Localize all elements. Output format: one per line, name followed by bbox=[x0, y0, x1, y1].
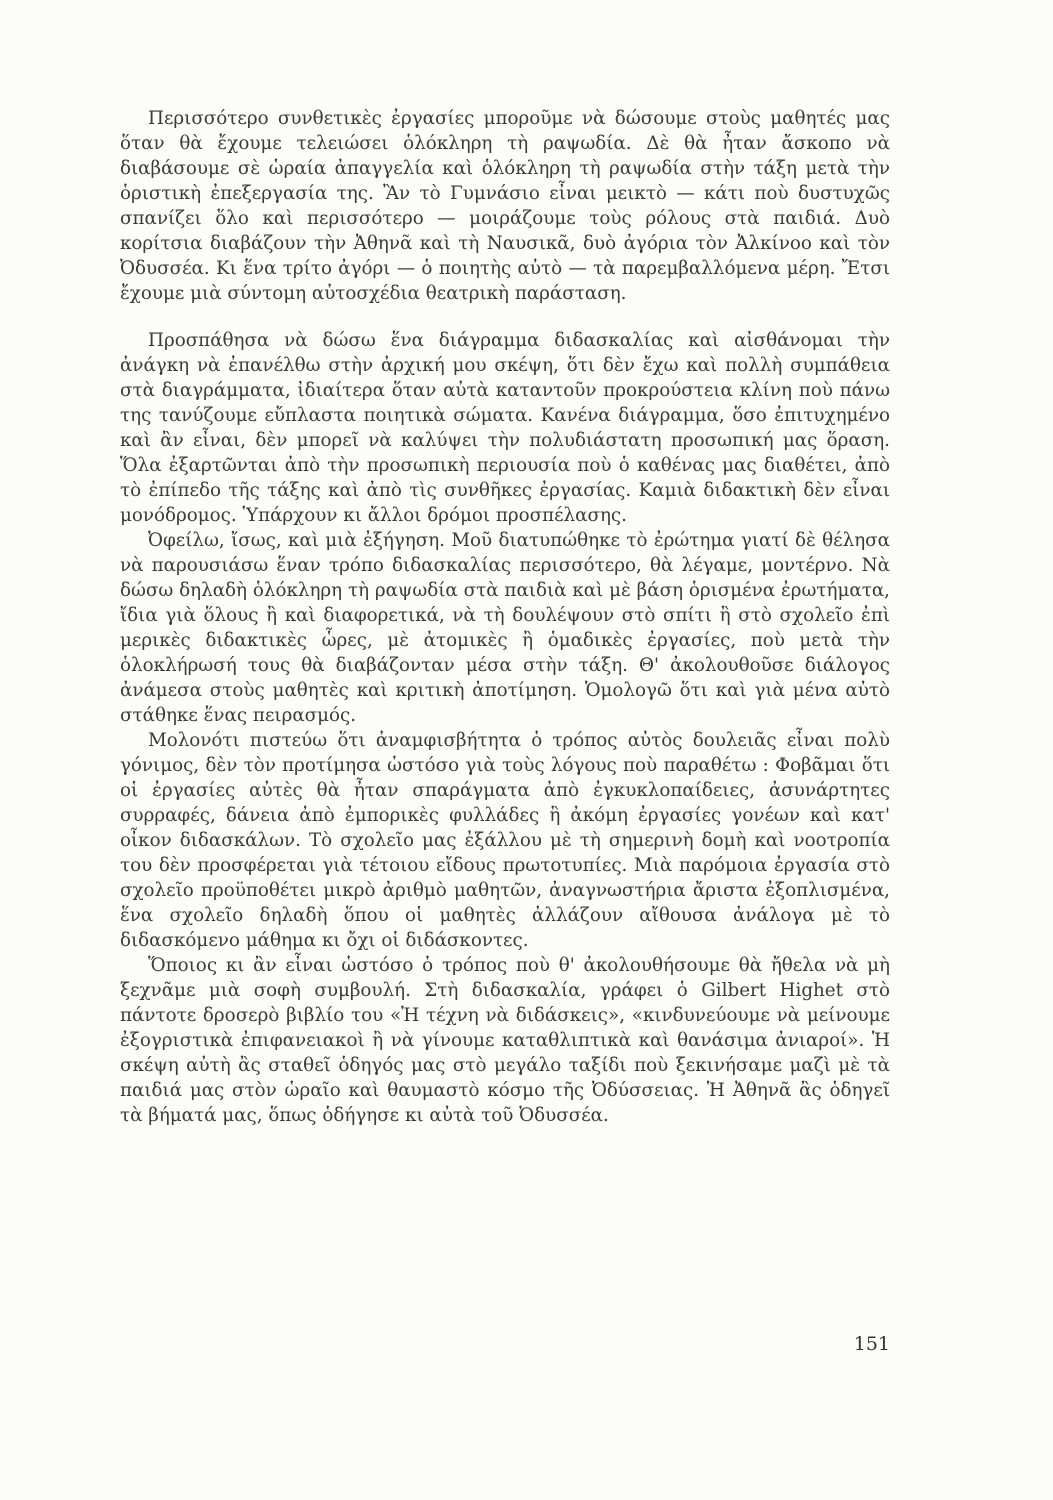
paragraph-2: Προσπάθησα νὰ δώσω ἕνα διάγραμμα διδασκαλίας καὶ αἰσθάνομαι τὴν ἀνάγκη νὰ ἐπανέλθω στὴν ἀρχική μου σκέψη, ὅτι δὲν ἔχω καὶ πολλὴ συμπάθεια στὰ διαγράμματα, ἰδιαίτερα ὅταν αὐτὰ καταντοῦν προκρούστεια κλίνη ποὺ πάνω της τανύζουμε εὔπλαστα ποιητικὰ σώματα. Κανένα διάγραμμα, ὅσο ἐπιτυχημένο καὶ ἂν εἶναι, δὲν μπορεῖ νὰ καλύψει τὴν πολυδιάστατη προσωπική μας ὅραση. Ὅλα ἐξαρτῶνται ἀπὸ τὴν προσωπικὴ περιουσία ποὺ ὁ καθένας μας διαθέτει, ἀπὸ τὸ ἐπίπεδο τῆς τάξης καὶ ἀπὸ τὶς συνθῆκες ἐργασίας. Καμιὰ διδακτικὴ δὲν εἶναι μονόδρομος. Ὑπάρχουν κι ἄλλοι δρόμοι προσπέλασης. bbox=[120, 330, 890, 526]
paragraph-4: Μολονότι πιστεύω ὅτι ἀναμφισβήτητα ὁ τρόπος αὐτὸς δουλειᾶς εἶναι πολὺ γόνιμος, δὲν τὸν προτίμησα ὡστόσο γιὰ τοὺς λόγους ποὺ παραθέτω : Φοβᾶμαι ὅτι οἱ ἐργασίες αὐτὲς θὰ ἦταν σπαράγματα ἀπὸ ἐγκυκλοπαίδειες, ἀσυνάρτητες συρραφές, δάνεια ἀπὸ ἐμπορικὲς φυλλάδες ἢ ἀκόμη ἐργασίες γονέων καὶ κατ' οἶκον διδασκάλων. Τὸ σχολεῖο μας ἐξάλλου μὲ τὴ σημερινὴ δομὴ καὶ νοοτροπία του δὲν προσφέρεται γιὰ τέτοιου εἴδους πρωτοτυπίες. Μιὰ παρόμοια ἐργασία στὸ σχολεῖο προϋποθέτει μικρὸ ἀριθμὸ μαθητῶν, ἀναγνωστήρια ἄριστα ἐξοπλισμένα, ἕνα σχολεῖο δηλαδὴ ὅπου οἱ μαθητὲς ἀλλάζουν αἴθουσα ἀνάλογα μὲ τὸ διδασκόμενο μάθημα κι ὄχι οἱ διδάσκοντες. bbox=[120, 730, 890, 951]
body-text bbox=[120, 106, 890, 1128]
paragraph-3: Ὀφείλω, ἴσως, καὶ μιὰ ἐξήγηση. Μοῦ διατυπώθηκε τὸ ἐρώτημα γιατί δὲ θέλησα νὰ παρουσιάσω ἕναν τρόπο διδασκαλίας περισσότερο, θὰ λέγαμε, μοντέρνο. Νὰ δώσω δηλαδὴ ὁλόκληρη τὴ ραψωδία στὰ παιδιὰ καὶ μὲ βάση ὁρισμένα ἐρωτήματα, ἴδια γιὰ ὅλους ἢ καὶ διαφορετικά, νὰ τὴ δουλέψουν στὸ σπίτι ἢ στὸ σχολεῖο ἐπὶ μερικὲς διδακτικὲς ὧρες, μὲ ἀτομικὲς ἢ ὁμαδικὲς ἐργασίες, ποὺ μετὰ τὴν ὁλοκλήρωσή τους θὰ διαβάζονταν μέσα στὴν τάξη. Θ' ἀκολουθοῦσε διάλογος ἀνάμεσα στοὺς μαθητὲς καὶ κριτικὴ ἀποτίμηση. Ὁμολογῶ ὅτι καὶ γιὰ μένα αὐτὸ στάθηκε ἕνας πειρασμός. bbox=[120, 530, 890, 726]
paragraph-5: Ὅποιος κι ἂν εἶναι ὡστόσο ὁ τρόπος ποὺ θ' ἀκολουθήσουμε θὰ ἤθελα νὰ μὴ ξεχνᾶμε μιὰ σοφὴ συμβουλή. Στὴ διδασκαλία, γράφει ὁ Gilbert Highet στὸ πάντοτε δροσερὸ βιβλίο του «Ἡ τέχνη νὰ διδάσκεις», «κινδυνεύουμε νὰ μείνουμε ἐξογριστικὰ ἐπιφανειακοὶ ἢ νὰ γίνουμε καταθλιπτικὰ καὶ θανάσιμα ἀνιαροί». Ἡ σκέψη αὐτὴ ἂς σταθεῖ ὁδηγός μας στὸ μεγάλο ταξίδι ποὺ ξεκινήσαμε μαζὶ μὲ τὰ παιδιά μας στὸν ὡραῖο καὶ θαυμαστὸ κόσμο τῆς Ὀδύσσειας. Ἡ Ἀθηνᾶ ἂς ὁδηγεῖ τὰ βήματά μας, ὅπως ὁδήγησε κι αὐτὰ τοῦ Ὀδυσσέα. bbox=[120, 955, 890, 1126]
paragraph-1: Περισσότερο συνθετικὲς ἐργασίες μποροῦμε νὰ δώσουμε στοὺς μαθητές μας ὅταν θὰ ἔχουμε τελειώσει ὁλόκληρη τὴ ραψωδία. Δὲ θὰ ἦταν ἄσκοπο νὰ διαβάσουμε σὲ ὡραία ἀπαγγελία καὶ ὁλόκληρη τὴ ραψωδία στὴν τάξη μετὰ τὴν ὁριστικὴ ἐπεξεργασία της. Ἂν τὸ Γυμνάσιο εἶναι μεικτὸ — κάτι ποὺ δυστυχῶς σπανίζει ὅλο καὶ περισσότερο — μοιράζουμε τοὺς ρόλους στὰ παιδιά. Δυὸ κορίτσια διαβάζουν τὴν Ἀθηνᾶ καὶ τὴ Ναυσικᾶ, δυὸ ἀγόρια τὸν Ἀλκίνοο καὶ τὸν Ὀδυσσέα. Κι ἕνα τρίτο ἀγόρι — ὁ ποιητὴς αὐτὸ — τὰ παρεμβαλλόμενα μέρη. Ἔτσι ἔχουμε μιὰ σύντομη αὐτοσχέδια θεατρικὴ παράσταση. bbox=[120, 108, 890, 304]
page-number: 151 bbox=[853, 1333, 890, 1355]
